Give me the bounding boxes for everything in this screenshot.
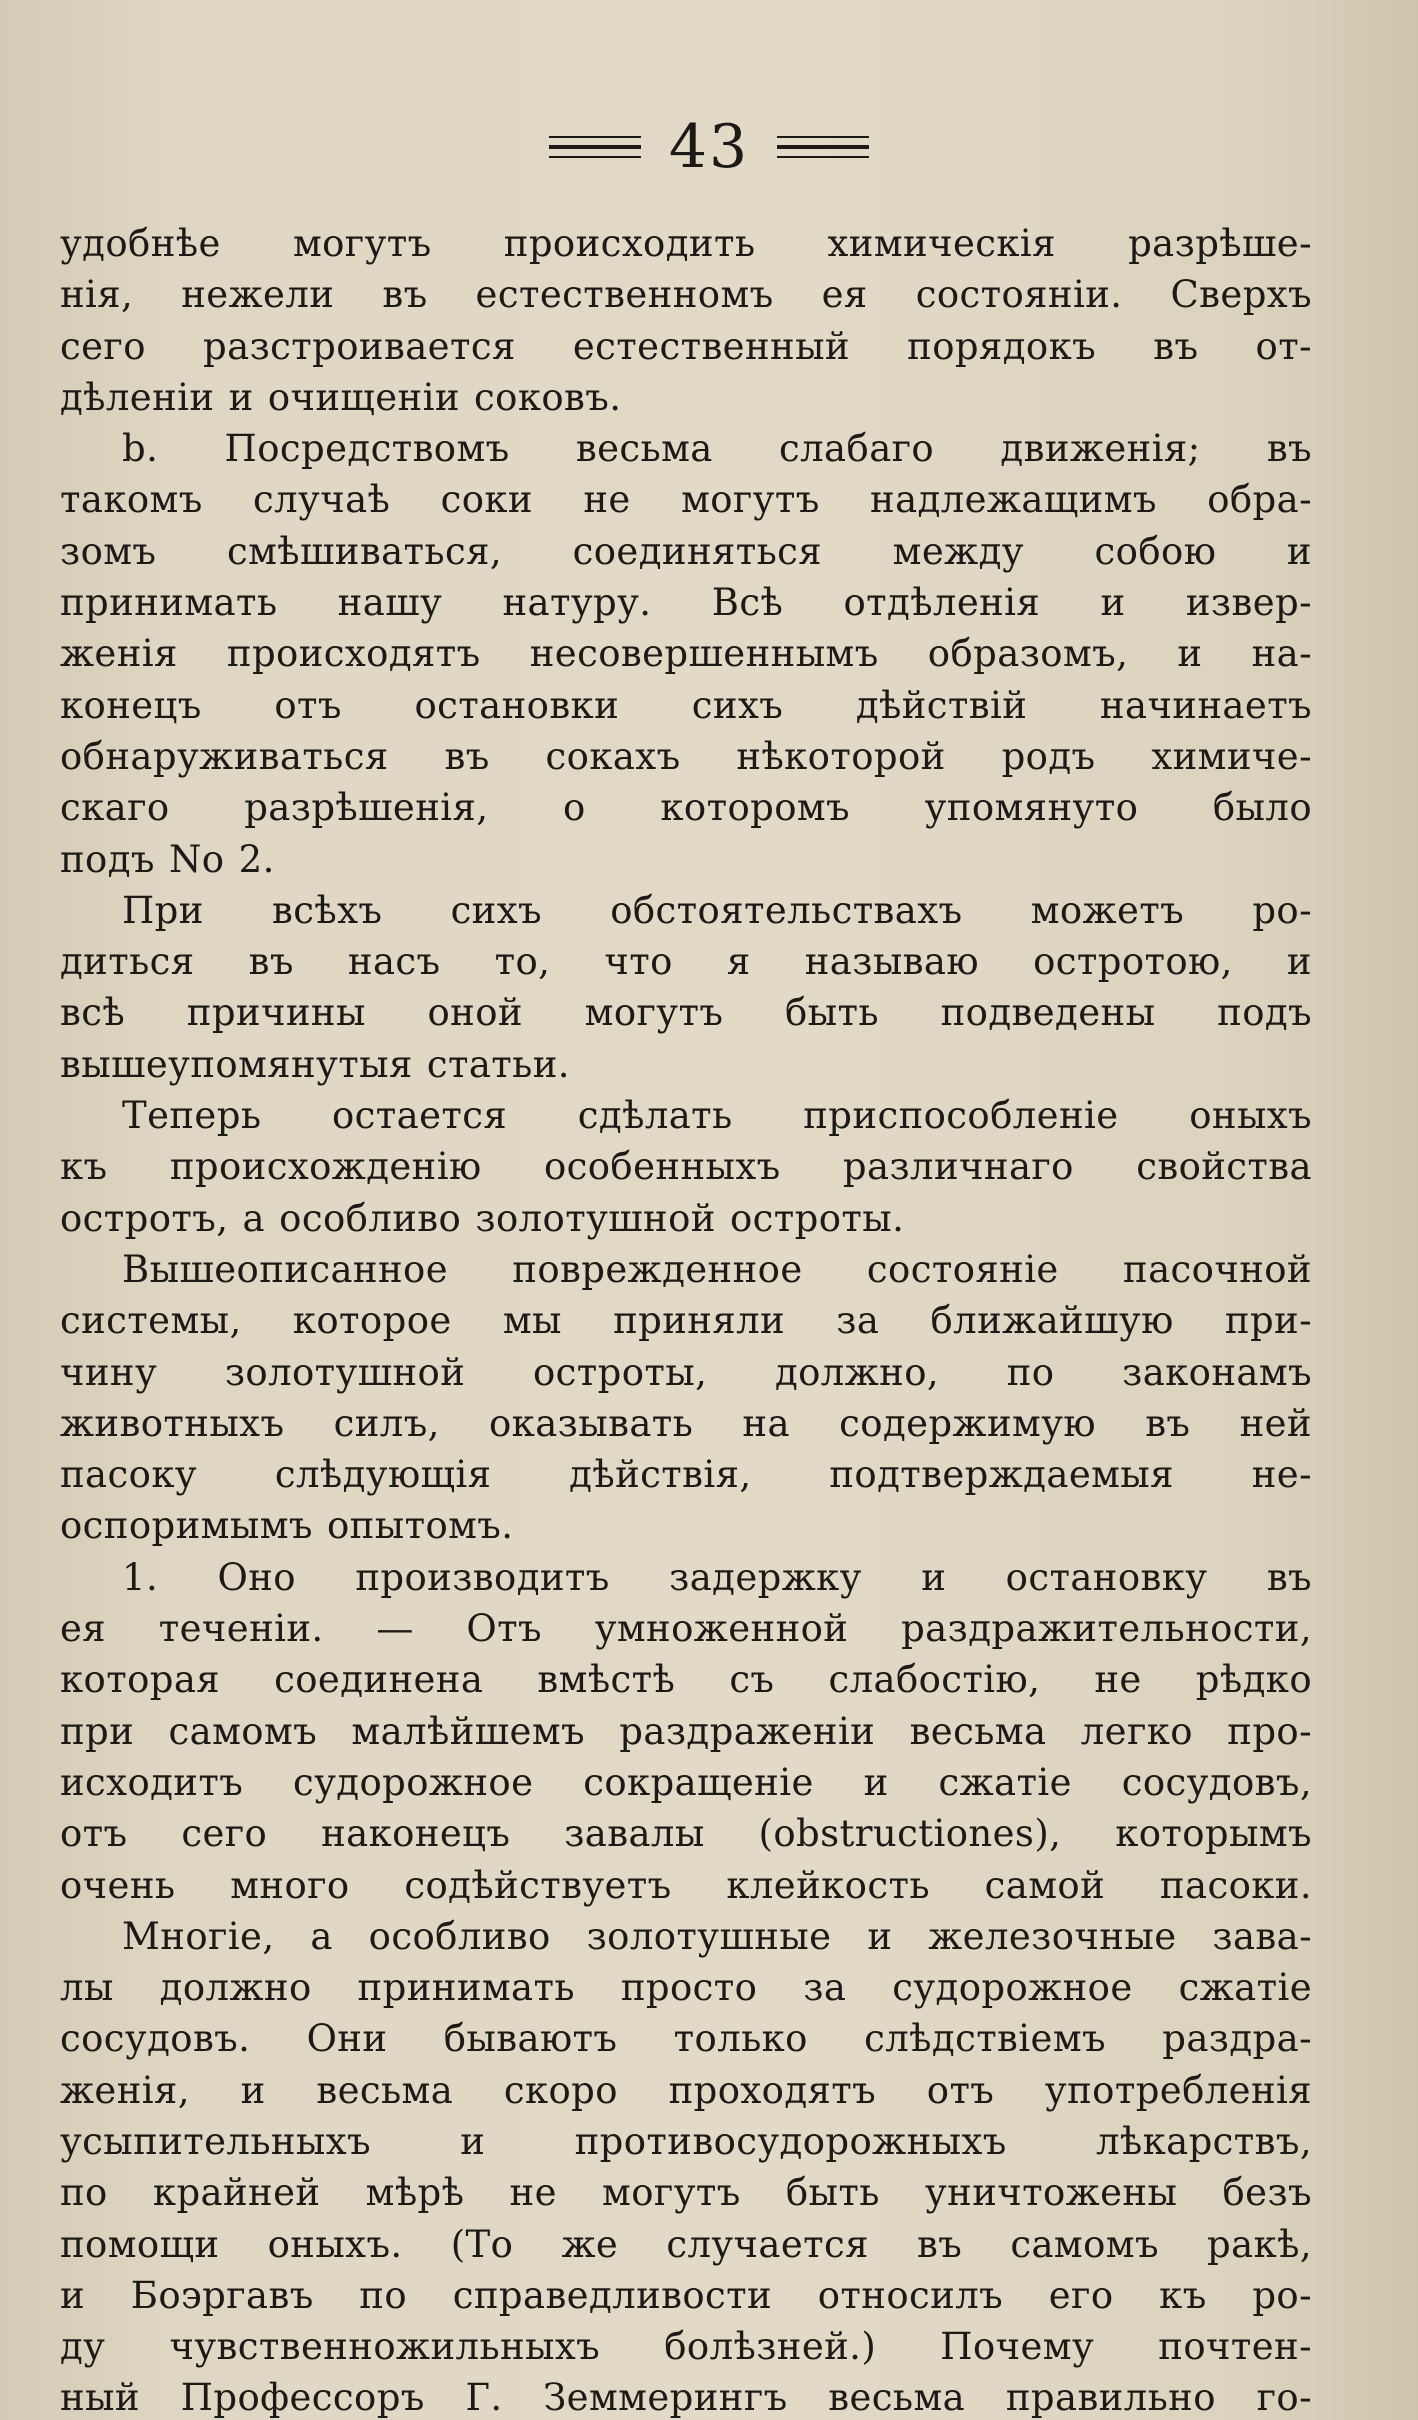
text-line: 1. Оно производитъ задержку и остановку въ — [122, 1555, 1312, 1599]
text-line: Многіе, а особливо золотушные и железочные зава- — [122, 1914, 1312, 1958]
text-line: лы должно принимать просто за судорожное сжатіе — [60, 1966, 1312, 2010]
text-body — [60, 218, 1312, 2420]
text-line: по крайней мѣрѣ не могутъ быть уничтожены безъ — [60, 2171, 1312, 2215]
text-line: такомъ случаѣ соки не могутъ надлежащимъ обра- — [60, 478, 1312, 522]
text-line: исходитъ судорожное сокращеніе и сжатіе сосудовъ, — [60, 1760, 1312, 1804]
text-line: и Боэргавъ по справедливости относилъ его къ ро- — [60, 2273, 1312, 2317]
text-line: которая соединена вмѣстѣ съ слабостію, не рѣдко — [60, 1658, 1312, 1702]
text-line: къ происхожденію особенныхъ различнаго свойства — [60, 1145, 1312, 1189]
text-line: конецъ отъ остановки сихъ дѣйствій начинаетъ — [60, 683, 1312, 727]
text-line: всѣ причины оной могутъ быть подведены подъ — [60, 991, 1312, 1035]
right-ornamental-rule — [777, 136, 869, 158]
text-line: ея теченіи. — Отъ умноженной раздражительности, — [60, 1607, 1312, 1651]
text-line: усыпительныхъ и противосудорожныхъ лѣкарствъ, — [60, 2119, 1312, 2163]
text-line: скаго разрѣшенія, о которомъ упомянуто было — [60, 786, 1312, 830]
text-line: b. Посредствомъ весьма слабаго движенія; въ — [122, 427, 1312, 471]
text-line: отъ сего наконецъ завалы (obstructiones), которымъ — [60, 1812, 1312, 1856]
text-line: При всѣхъ сихъ обстоятельствахъ можетъ ро- — [122, 888, 1312, 932]
text-line: помощи оныхъ. (То же случается въ самомъ ракѣ, — [60, 2222, 1312, 2266]
text-line: вышеупомянутыя статьи. — [60, 1042, 570, 1086]
left-ornamental-rule — [549, 136, 641, 158]
text-line: сосудовъ. Они бываютъ только слѣдствіемъ раздра- — [60, 2017, 1312, 2061]
text-line: зомъ смѣшиваться, соединяться между собою и — [60, 529, 1312, 573]
text-line: обнаруживаться въ сокахъ нѣкоторой родъ химиче- — [60, 734, 1312, 778]
text-line: чину золотушной остроты, должно, по законамъ — [60, 1350, 1312, 1394]
page-number: 43 — [668, 112, 750, 182]
text-line: животныхъ силъ, оказывать на содержимую въ ней — [60, 1401, 1312, 1445]
text-line: нія, нежели въ естественномъ ея состояніи. Сверхъ — [60, 273, 1312, 317]
text-line: ду чувственножильныхъ болѣзней.) Почему почтен- — [60, 2325, 1312, 2369]
text-line: удобнѣе могутъ происходить химическія разрѣше- — [60, 222, 1312, 265]
text-line: сего разстроивается естественный порядокъ въ от- — [60, 324, 1312, 368]
page-header — [0, 112, 1418, 182]
text-line: Теперь остается сдѣлать приспособленіе оныхъ — [122, 1094, 1312, 1138]
text-line: пасоку слѣдующія дѣйствія, подтверждаемыя не- — [60, 1453, 1312, 1497]
text-line: диться въ насъ то, что я называю остротою, и — [60, 940, 1312, 984]
text-line: принимать нашу натуру. Всѣ отдѣленія и извер- — [60, 581, 1312, 625]
text-line: системы, которое мы приняли за ближайшую при- — [60, 1299, 1312, 1343]
text-line: дѣленіи и очищеніи соковъ. — [60, 375, 622, 419]
text-line: ный Профессоръ Г. Земмерингъ весьма правильно го- — [60, 2376, 1312, 2420]
text-line: очень много содѣйствуетъ клейкость самой пасоки. — [60, 1863, 1312, 1907]
text-line: подъ No 2. — [60, 837, 275, 881]
text-line: женія, и весьма скоро проходятъ отъ употребленія — [60, 2068, 1312, 2112]
text-line: женія происходятъ несовершеннымъ образомъ, и на- — [60, 632, 1312, 676]
text-line: остротъ, а особливо золотушной остроты. — [60, 1196, 905, 1240]
text-line: при самомъ малѣйшемъ раздраженіи весьма легко про- — [60, 1709, 1312, 1753]
text-line: оспоримымъ опытомъ. — [60, 1504, 514, 1548]
text-line: Вышеописанное поврежденное состояніе пасочной — [122, 1247, 1312, 1291]
